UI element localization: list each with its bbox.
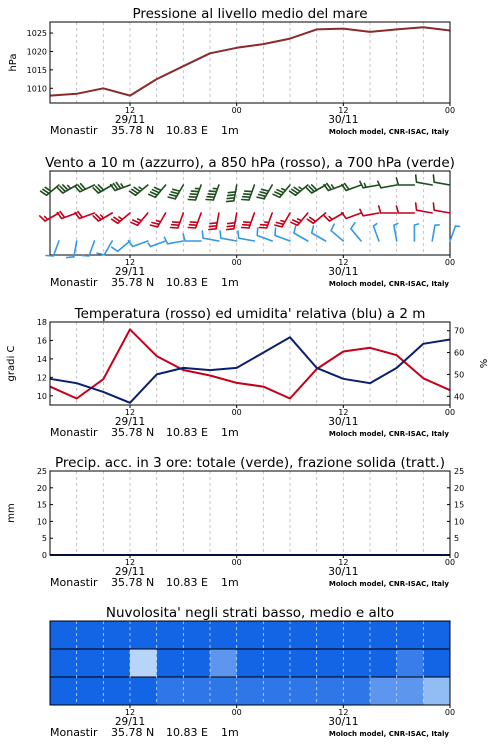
wind-barb (112, 241, 130, 251)
y-tick-label: 20 (454, 483, 465, 493)
y-tick-label: 10 (36, 517, 47, 527)
y-tick-label: 0 (41, 551, 47, 560)
cloud-cell (103, 677, 130, 705)
wind-barb (227, 213, 237, 230)
wind-barb (130, 185, 148, 195)
wind-barb (273, 185, 290, 197)
cloud-cell (397, 621, 424, 649)
wind-barb (257, 228, 272, 241)
model-label: Moloch model, CNR-ISAC, Italy (328, 730, 449, 738)
x-tick-label: 00 (231, 558, 242, 567)
wind-barb (82, 241, 95, 256)
date-label: 29/11 (114, 416, 146, 428)
location-elev: 1m (221, 276, 239, 289)
wind-barb (259, 213, 272, 228)
location-elev: 1m (221, 124, 239, 137)
cloud-cell (397, 649, 424, 677)
wind-barb (342, 184, 361, 191)
wind-barb (416, 203, 433, 213)
wind-barb (275, 228, 290, 241)
cloud-cell (237, 621, 264, 649)
y-tick-label: 15 (36, 500, 47, 510)
x-tick-label: 12 (338, 558, 349, 567)
wind-barb (188, 213, 201, 228)
date-label: 30/11 (328, 416, 359, 428)
y-tick-label: 16 (36, 336, 47, 346)
wind-barb (432, 225, 439, 241)
x-tick-label: 12 (124, 708, 136, 717)
location-lon: 10.83 E (166, 124, 208, 137)
location-lon: 10.83 E (166, 276, 208, 289)
y-tick-label: 10 (454, 517, 465, 527)
location-name: Monastir (50, 726, 98, 739)
chart-title: Vento a 10 m (azzurro), a 850 hPa (rosso), a 700 hPa (verde) (45, 155, 455, 171)
y-tick-label: 5 (41, 534, 47, 544)
cloud-cell (183, 677, 210, 705)
x-tick-label: 00 (231, 258, 242, 267)
wind-barb (331, 224, 343, 241)
wind-barb (433, 175, 450, 185)
x-tick-label: 00 (231, 408, 242, 417)
wind-barb (46, 241, 59, 256)
cloud-cell (77, 677, 104, 705)
cloud-cell (370, 649, 397, 677)
location-name: Monastir (50, 426, 98, 439)
wind-barb (202, 231, 219, 241)
wind-barb (151, 213, 166, 227)
cloud-cell (370, 677, 397, 705)
location-elev: 1m (221, 426, 239, 439)
x-tick-label: 00 (444, 558, 456, 567)
cloud-cell (290, 621, 317, 649)
model-label: Moloch model, CNR-ISAC, Italy (328, 580, 449, 588)
cloud-cell (210, 621, 237, 649)
x-tick-label: 12 (124, 106, 136, 115)
cloud-cell (263, 649, 290, 677)
cloud-cell (237, 677, 264, 705)
cloud-cell (343, 649, 370, 677)
y-tick-label: 70 (454, 326, 465, 336)
wind-barb (342, 213, 361, 219)
cloud-cell (157, 677, 184, 705)
cloud-cell (103, 649, 130, 677)
model-label: Moloch model, CNR-ISAC, Italy (328, 128, 449, 136)
x-tick-label: 12 (338, 258, 349, 267)
wind-barb (58, 185, 77, 193)
y-tick-label: 18 (36, 318, 47, 327)
wind-barb (373, 224, 379, 241)
cloud-cell (397, 677, 424, 705)
plot-frame-3 (50, 322, 450, 405)
wind-barb (149, 185, 166, 197)
cloud-cell (370, 621, 397, 649)
wind-barb (394, 224, 398, 242)
plot-frame-4 (50, 471, 450, 555)
cloud-cell (317, 677, 344, 705)
location-lon: 10.83 E (166, 426, 208, 439)
x-tick-label: 12 (124, 258, 136, 267)
cloud-cell (130, 621, 157, 649)
y-axis-label: mm (6, 503, 17, 523)
y-tick-label: 40 (454, 392, 465, 402)
x-tick-label: 12 (338, 106, 349, 115)
wind-barb (275, 213, 290, 227)
wind-barb (220, 231, 237, 241)
location-elev: 1m (221, 576, 239, 589)
date-label: 30/11 (328, 114, 359, 126)
date-label: 29/11 (114, 114, 146, 126)
wind-barb (227, 185, 237, 202)
y-tick-label: 10 (36, 391, 47, 401)
location-lon: 10.83 E (166, 576, 208, 589)
x-tick-label: 12 (124, 558, 136, 567)
location-name: Monastir (50, 276, 98, 289)
cloud-cell (130, 649, 157, 677)
wind-barb (257, 185, 272, 199)
location-lat: 35.78 N (111, 576, 155, 589)
wind-barb (379, 206, 397, 213)
y-tick-label: 20 (36, 483, 47, 493)
chart-title: Temperatura (rosso) ed umidita' relativa (blu) a 2 m (74, 306, 426, 322)
wind-barb (242, 213, 255, 228)
wind-barb (112, 213, 130, 223)
wind-barb (396, 178, 414, 185)
wind-barb (294, 226, 308, 241)
y-axis-label: hPa (8, 53, 19, 72)
location-lat: 35.78 N (111, 726, 155, 739)
y-tick-label: 14 (36, 354, 47, 364)
wind-barb (164, 237, 183, 244)
x-tick-label: 00 (444, 258, 456, 267)
y-tick-label: 1010 (26, 84, 47, 94)
wind-barb (433, 203, 450, 213)
cloud-cell (423, 621, 450, 649)
wind-barb (209, 213, 219, 230)
location-name: Monastir (50, 124, 98, 137)
cloud-cell (77, 621, 104, 649)
wind-barb (206, 185, 219, 200)
date-label: 29/11 (114, 266, 146, 278)
wind-barb (128, 241, 147, 247)
cloud-cell (317, 621, 344, 649)
date-label: 30/11 (328, 266, 359, 278)
cloud-cell (103, 621, 130, 649)
y-tick-label: 50 (454, 370, 465, 380)
y-tick-label: 25 (36, 467, 47, 476)
location-elev: 1m (221, 726, 239, 739)
y-axis-label-right: % (479, 358, 490, 369)
wind-barb (168, 185, 183, 199)
cloud-cell (423, 649, 450, 677)
location-lat: 35.78 N (111, 426, 155, 439)
location-lon: 10.83 E (166, 726, 208, 739)
wind-barb (414, 224, 418, 241)
chart-title: Nuvolosita' negli strati basso, medio e alto (105, 605, 395, 621)
wind-barb (93, 213, 112, 221)
x-tick-label: 00 (444, 106, 456, 115)
chart-title: Pressione al livello medio del mare (132, 6, 368, 22)
x-tick-label: 12 (124, 408, 136, 417)
x-tick-label: 12 (338, 708, 349, 717)
x-tick-label: 12 (338, 408, 349, 417)
wind-barb (131, 213, 148, 225)
cloud-cell (183, 621, 210, 649)
y-tick-label: 1020 (26, 47, 47, 57)
cloud-cell (157, 621, 184, 649)
y-tick-label: 12 (36, 373, 47, 383)
cloud-cell (77, 649, 104, 677)
wind-barb (416, 175, 433, 185)
wind-barb (307, 185, 326, 193)
wind-barb (324, 213, 343, 221)
wind-barb (360, 181, 379, 188)
wind-barb (360, 209, 379, 216)
cloud-cell (157, 649, 184, 677)
wind-barb (351, 223, 361, 241)
date-label: 30/11 (328, 566, 359, 578)
wind-barb (324, 184, 343, 191)
x-tick-label: 00 (444, 408, 456, 417)
x-tick-label: 00 (231, 708, 242, 717)
cloud-cell (263, 621, 290, 649)
wind-barb (290, 185, 308, 195)
y-tick-label: 15 (454, 500, 465, 510)
wind-barb (291, 213, 308, 225)
date-label: 30/11 (328, 716, 359, 728)
wind-barb (171, 213, 184, 228)
x-tick-label: 00 (231, 106, 242, 115)
chart-title: Precip. acc. in 3 ore: totale (verde), frazione solida (tratt.) (55, 455, 445, 471)
wind-barb (183, 234, 201, 241)
y-tick-label: 0 (454, 551, 460, 560)
wind-barb (396, 206, 414, 213)
cloud-cell (343, 677, 370, 705)
y-tick-label: 25 (454, 467, 465, 476)
cloud-cell (290, 649, 317, 677)
date-label: 29/11 (114, 566, 146, 578)
wind-barb (242, 185, 255, 200)
wind-barb (111, 183, 130, 191)
cloud-cell (263, 677, 290, 705)
x-tick-label: 00 (444, 708, 456, 717)
y-axis-label: gradi C (6, 345, 17, 382)
wind-barb (75, 212, 94, 219)
y-tick-label: 1025 (26, 29, 47, 39)
y-tick-label: 1015 (26, 65, 47, 75)
cloud-cell (210, 677, 237, 705)
wind-barb (93, 185, 112, 193)
cloud-cell (50, 677, 77, 705)
y-tick-label: 5 (454, 534, 460, 544)
model-label: Moloch model, CNR-ISAC, Italy (328, 430, 449, 438)
cloud-cell (50, 621, 77, 649)
cloud-cell (210, 649, 237, 677)
wind-barb (97, 241, 112, 255)
cloud-cell (130, 677, 157, 705)
location-lat: 35.78 N (111, 276, 155, 289)
temperature-line (50, 329, 450, 398)
cloud-cell (183, 649, 210, 677)
location-name: Monastir (50, 576, 98, 589)
cloud-cell (290, 677, 317, 705)
wind-barb (188, 185, 201, 200)
wind-barb (57, 212, 76, 219)
cloud-cell (237, 649, 264, 677)
cloud-cell (50, 649, 77, 677)
model-label: Moloch model, CNR-ISAC, Italy (328, 280, 449, 288)
cloud-cell (317, 649, 344, 677)
date-label: 29/11 (114, 716, 146, 728)
wind-barb (312, 226, 326, 241)
wind-barb (238, 231, 255, 241)
y-tick-label: 60 (454, 348, 465, 358)
cloud-cell (423, 677, 450, 705)
location-lat: 35.78 N (111, 124, 155, 137)
wind-barb (450, 226, 460, 241)
cloud-cell (343, 621, 370, 649)
humidity-line (50, 337, 450, 403)
wind-barb (378, 181, 397, 188)
pressure-line (50, 27, 450, 95)
wind-barb (40, 213, 59, 221)
wind-barb (75, 184, 94, 192)
